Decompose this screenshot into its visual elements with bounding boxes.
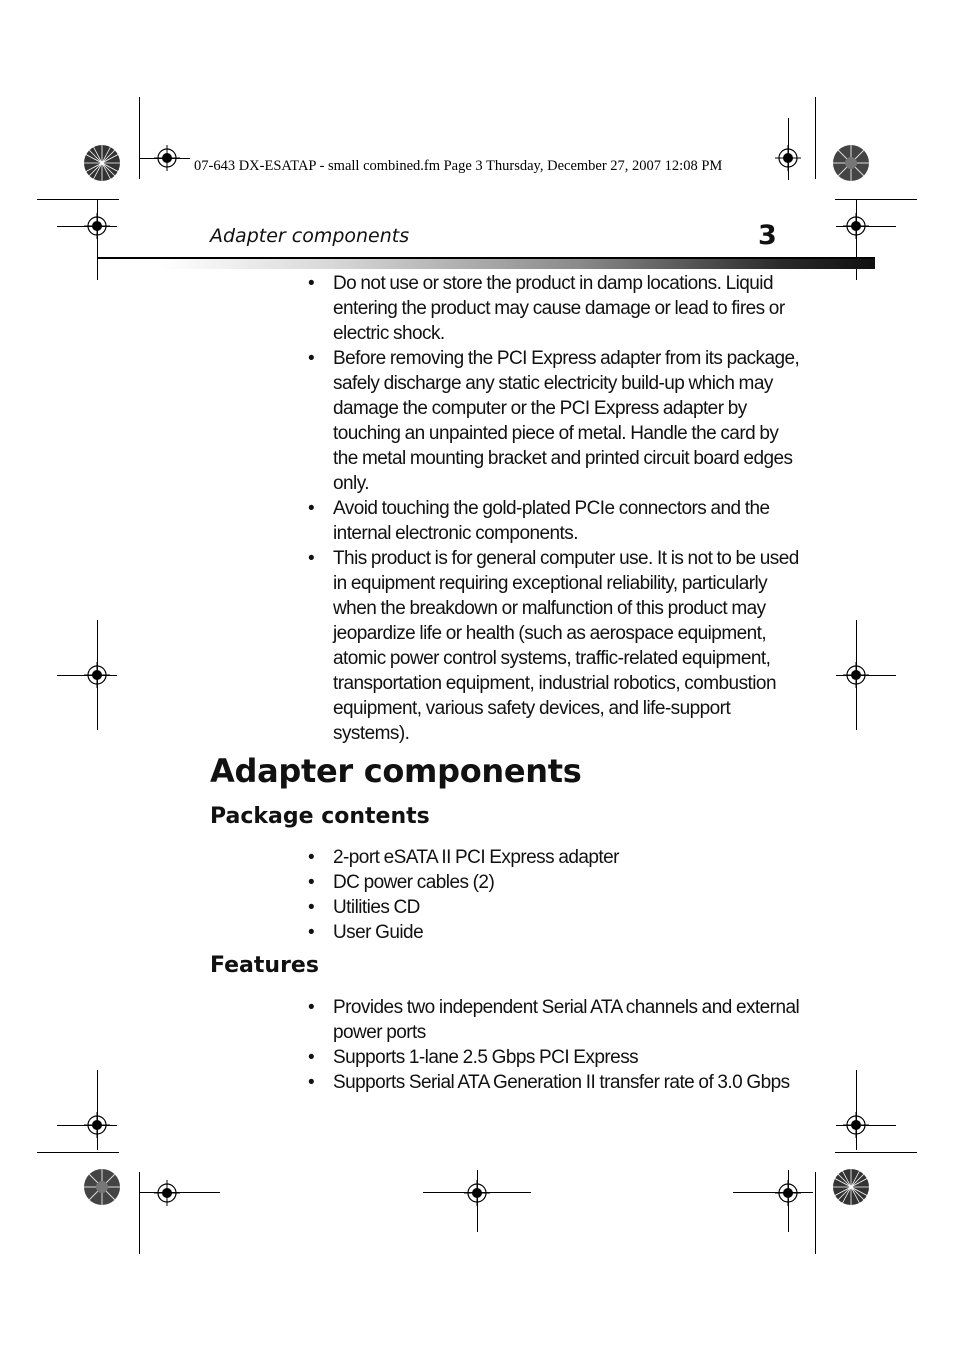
bullet-icon: • (307, 847, 315, 868)
list-item: • Provides two independent Serial ATA channels and external power ports (307, 997, 800, 1043)
bullet-icon: • (307, 498, 315, 519)
list-item: • Utilities CD (307, 897, 420, 918)
features-list (306, 995, 806, 1095)
list-item: • User Guide (307, 922, 424, 943)
bullet-icon: • (307, 548, 315, 569)
list-item: • Do not use or store the product in damp locations. Liquid entering the product may cause damage or lead to fires or electric shock. (307, 273, 785, 344)
registration-mark-icon (154, 1180, 180, 1206)
print-slug: 07-643 DX-ESATAP - small combined.fm Page 3 Thursday, December 27, 2007 12:08 PM (194, 158, 723, 174)
registration-mark-icon (775, 1180, 801, 1206)
registration-mark-icon (84, 1112, 110, 1138)
section-title: Adapter components (210, 752, 582, 790)
bullet-icon: • (307, 1072, 315, 1093)
package-contents-heading: Package contents (210, 804, 430, 829)
starburst-mark-icon (831, 1167, 871, 1207)
bullet-icon: • (307, 997, 315, 1018)
bullet-icon: • (307, 348, 315, 369)
bullet-icon: • (307, 922, 315, 943)
header-rule (98, 257, 875, 259)
starburst-mark-icon (82, 1167, 122, 1207)
list-item: • Avoid touching the gold-plated PCIe connectors and the internal electronic components. (307, 498, 770, 544)
features-heading: Features (210, 953, 319, 978)
running-header-title: Adapter components (210, 225, 410, 247)
registration-mark-icon (843, 1112, 869, 1138)
bullet-icon: • (307, 897, 315, 918)
list-item: • 2-port eSATA II PCI Express adapter (307, 847, 619, 868)
registration-mark-icon (84, 213, 110, 239)
list-item: • Before removing the PCI Express adapter from its package, safely discharge any static electricity build-up which may damage the computer or the PCI Express adapter by touching an unpainted piece of metal. Handle the card by the metal mounting bracket and printed circuit board edges only. (307, 348, 800, 494)
list-item: • Supports Serial ATA Generation II transfer rate of 3.0 Gbps (307, 1072, 790, 1093)
registration-mark-icon (843, 213, 869, 239)
bullet-icon: • (307, 872, 315, 893)
starburst-mark-icon (831, 143, 871, 183)
registration-mark-icon (464, 1180, 490, 1206)
registration-mark-icon (154, 145, 180, 171)
registration-mark-icon (84, 662, 110, 688)
list-item: • DC power cables (2) (307, 872, 495, 893)
package-contents-list (306, 845, 806, 945)
bullet-icon: • (307, 273, 315, 294)
safety-list (306, 271, 806, 746)
registration-mark-icon (775, 145, 801, 171)
registration-mark-icon (843, 662, 869, 688)
list-item: • This product is for general computer use. It is not to be used in equipment requiring exceptional reliability, particularly when the breakdown or malfunction of this product may jeopardize life or health (such as aerospace equipment, atomic power control systems, traffic-related equipment, transportation equipment, industrial robotics, combustion equipment, various safety devices, and life-support systems). (307, 548, 799, 744)
list-item: • Supports 1-lane 2.5 Gbps PCI Express (307, 1047, 639, 1068)
page-number: 3 (758, 220, 777, 251)
starburst-mark-icon (82, 143, 122, 183)
bullet-icon: • (307, 1047, 315, 1068)
